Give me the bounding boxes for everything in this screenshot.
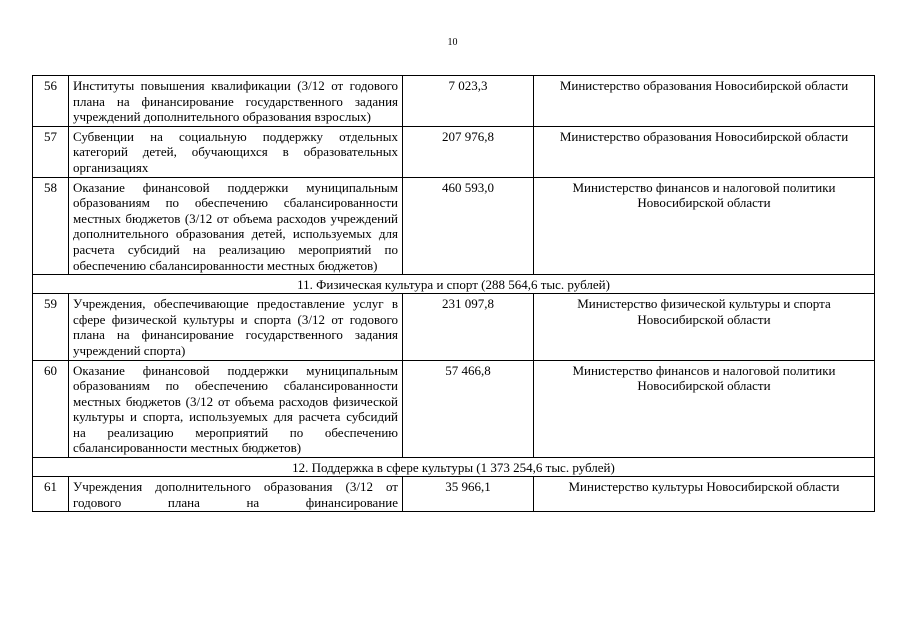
table-row [33, 294, 875, 360]
row-description: Институты повышения квалификации (3/12 от годового плана на финансирование государственного задания учреждений дополнительного образования взрослых) [69, 76, 403, 127]
row-amount: 207 976,8 [403, 126, 534, 177]
row-number: 60 [33, 360, 69, 458]
row-organization: Министерство финансов и налоговой политики Новосибирской области [534, 360, 875, 458]
section-row [33, 458, 875, 477]
row-description: Учреждения, обеспечивающие предоставление услуг в сфере физической культуры и спорта (3/12 от годового плана на финансирование государственного задания учреждений спорта) [69, 294, 403, 360]
row-organization: Министерство культуры Новосибирской области [534, 477, 875, 512]
section-heading: 12. Поддержка в сфере культуры (1 373 254,6 тыс. рублей) [33, 458, 875, 477]
row-organization: Министерство финансов и налоговой политики Новосибирской области [534, 177, 875, 275]
page-number: 10 [447, 37, 458, 48]
row-amount: 231 097,8 [403, 294, 534, 360]
row-number: 61 [33, 477, 69, 512]
row-organization: Министерство образования Новосибирской области [534, 126, 875, 177]
row-description: Оказание финансовой поддержки муниципальным образованиям по обеспечению сбалансированности местных бюджетов (3/12 от объема расходов физической культуры и спорта, используемых для расчета субсидий на реализацию мероприятий по обеспечению сбалансированности местных бюджетов) [69, 360, 403, 458]
table-row [33, 126, 875, 177]
row-amount: 7 023,3 [403, 76, 534, 127]
section-heading: 11. Физическая культура и спорт (288 564,6 тыс. рублей) [33, 275, 875, 294]
row-description: Учреждения дополнительного образования (3/12 от годового плана на финансирование [69, 477, 403, 512]
row-number: 58 [33, 177, 69, 275]
table-row [33, 360, 875, 458]
row-number: 59 [33, 294, 69, 360]
row-amount: 57 466,8 [403, 360, 534, 458]
row-description: Субвенции на социальную поддержку отдельных категорий детей, обучающихся в образовательных организациях [69, 126, 403, 177]
row-organization: Министерство физической культуры и спорта Новосибирской области [534, 294, 875, 360]
table-row [33, 477, 875, 512]
row-organization: Министерство образования Новосибирской области [534, 76, 875, 127]
row-description: Оказание финансовой поддержки муниципальным образованиям по обеспечению сбалансированности местных бюджетов (3/12 от объема расходов учреждений дополнительного образования детей, используемых для расчета субсидий на реализацию мероприятий по обеспечению сбалансированности местных бюджетов) [69, 177, 403, 275]
section-row [33, 275, 875, 294]
row-number: 56 [33, 76, 69, 127]
row-number: 57 [33, 126, 69, 177]
row-amount: 460 593,0 [403, 177, 534, 275]
table-row [33, 177, 875, 275]
row-amount: 35 966,1 [403, 477, 534, 512]
budget-table [32, 75, 875, 512]
table-row [33, 76, 875, 127]
